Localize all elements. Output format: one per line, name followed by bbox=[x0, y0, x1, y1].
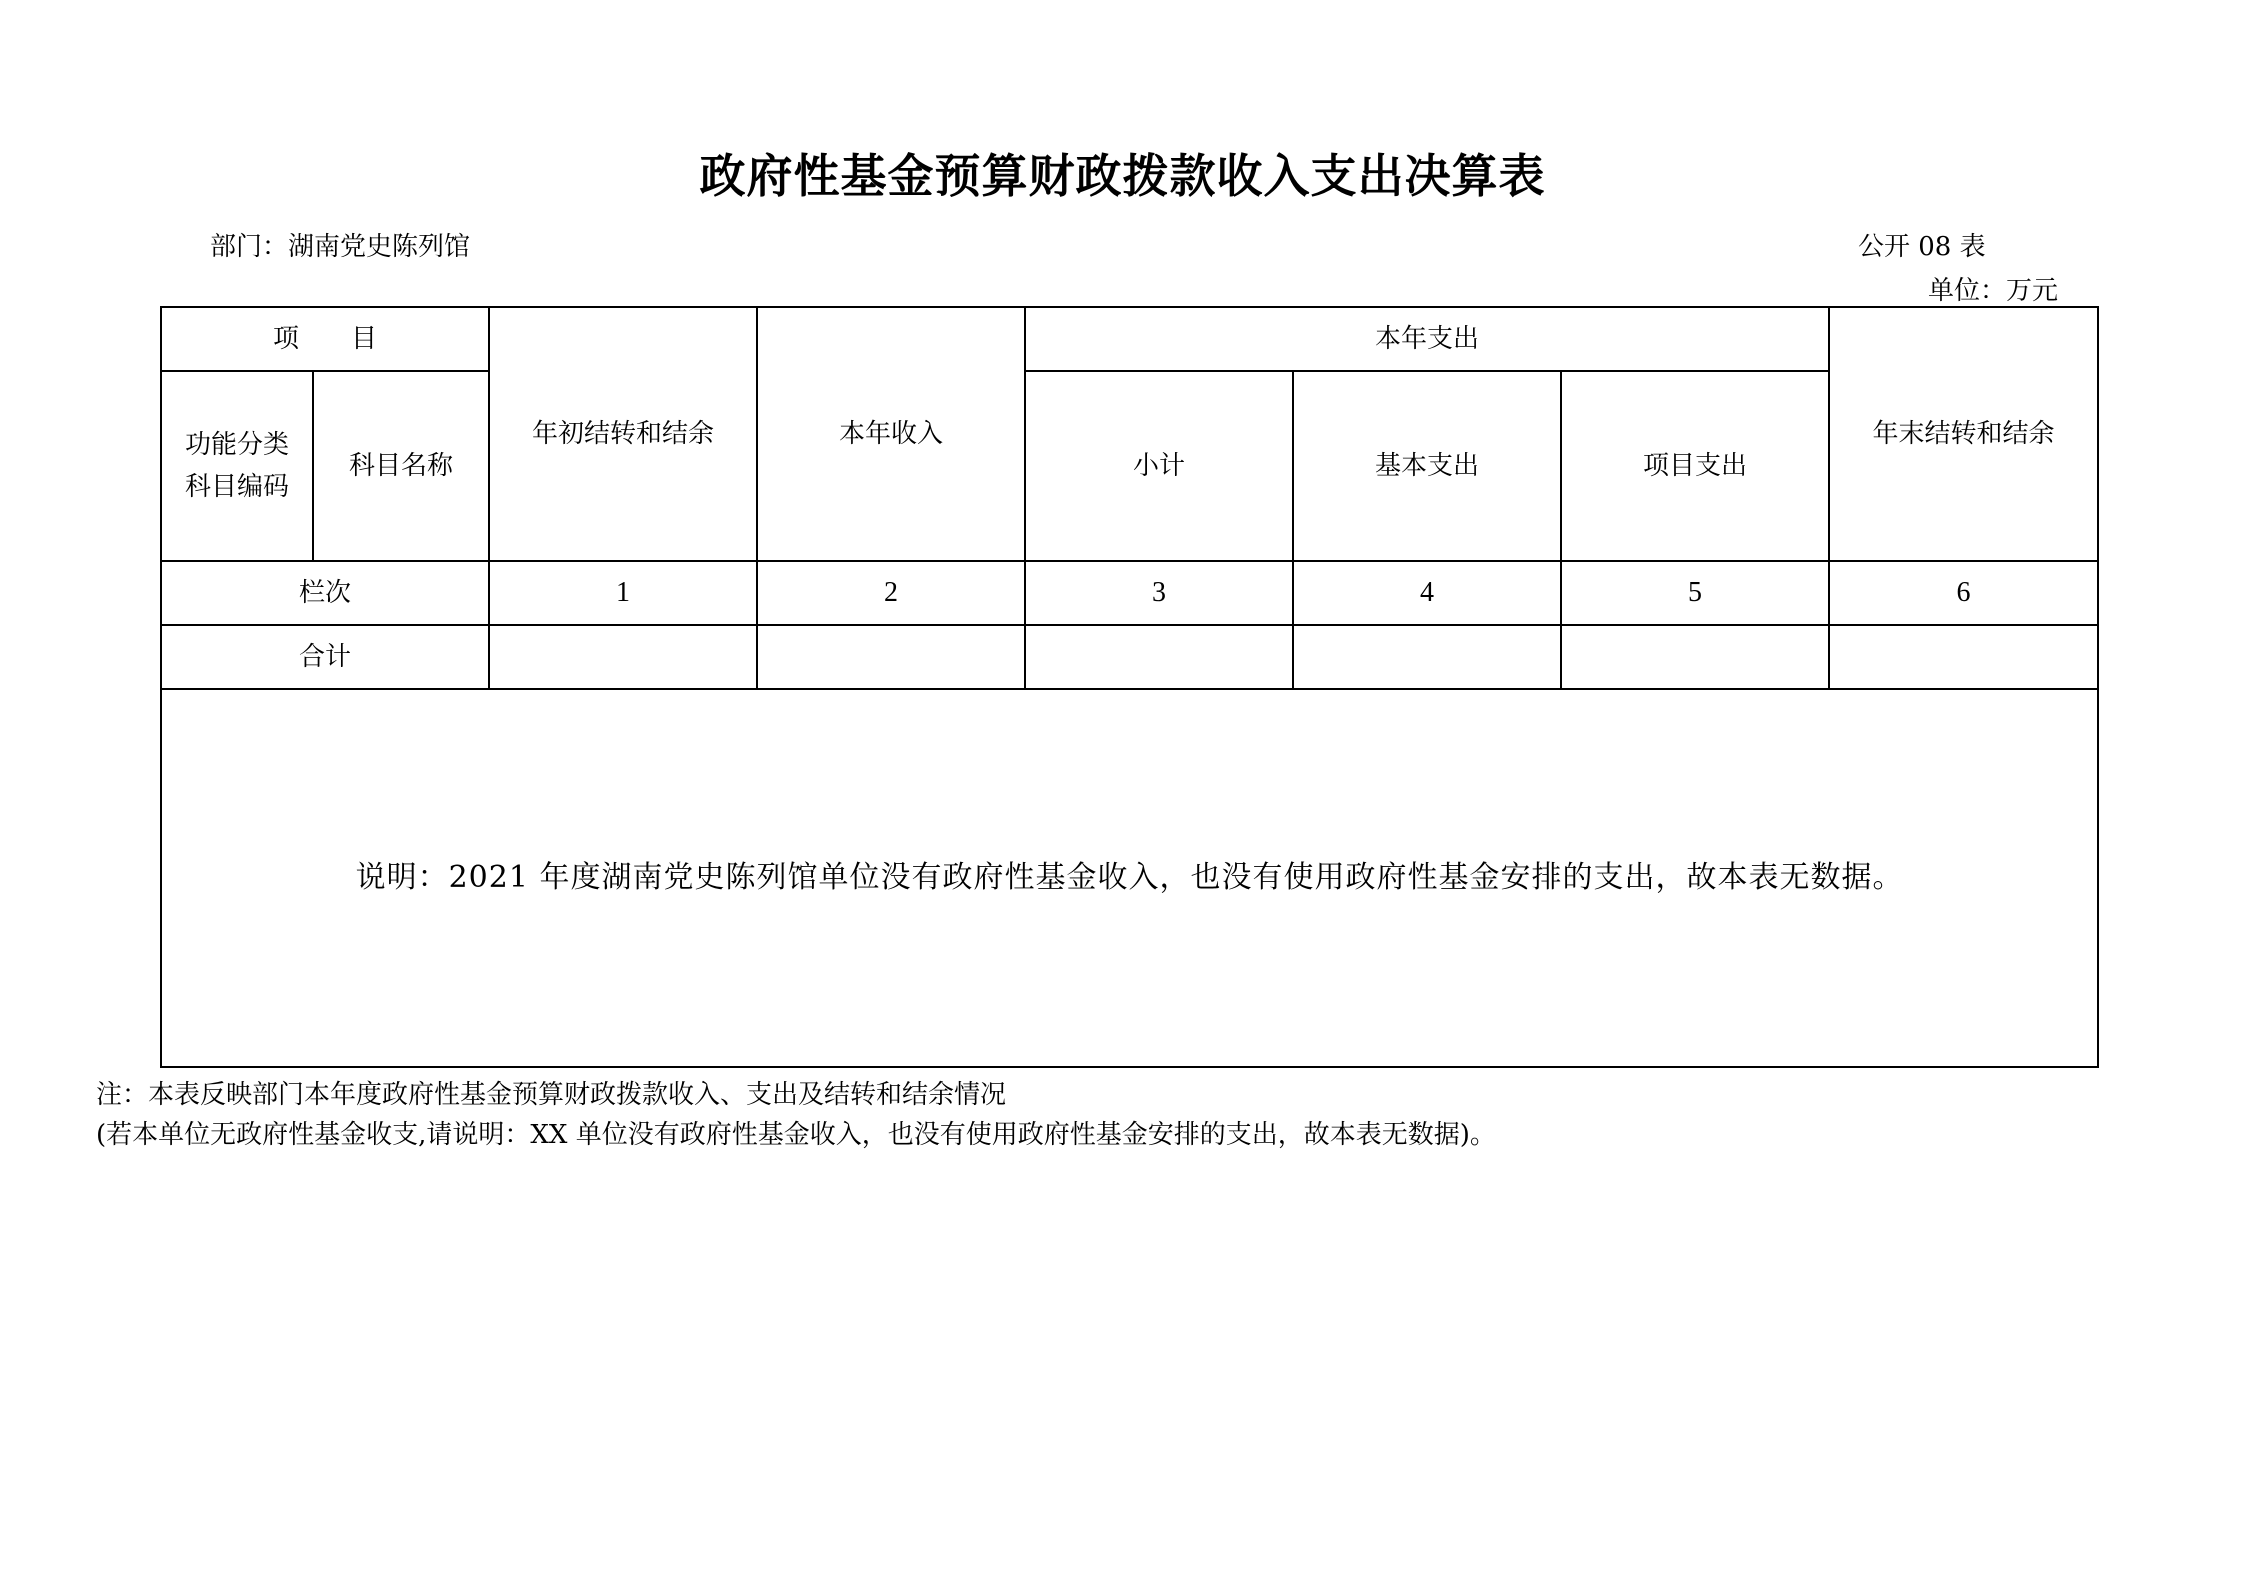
column-index-label: 栏次 bbox=[161, 561, 489, 625]
unit-label: 单位：万元 bbox=[1928, 276, 2059, 306]
department-label: 部门：湖南党史陈列馆 bbox=[210, 232, 471, 262]
column-number: 1 bbox=[489, 561, 757, 625]
header-subtotal: 小计 bbox=[1025, 371, 1293, 561]
column-number: 5 bbox=[1561, 561, 1829, 625]
header-year-expense: 本年支出 bbox=[1025, 307, 1829, 371]
total-cell bbox=[757, 625, 1025, 689]
column-number: 4 bbox=[1293, 561, 1561, 625]
column-number: 2 bbox=[757, 561, 1025, 625]
header-basic-expense: 基本支出 bbox=[1293, 371, 1561, 561]
header-project-expense: 项目支出 bbox=[1561, 371, 1829, 561]
footnote-line: 注：本表反映部门本年度政府性基金预算财政拨款收入、支出及结转和结余情况 bbox=[96, 1080, 1007, 1110]
total-cell bbox=[1561, 625, 1829, 689]
total-cell bbox=[1025, 625, 1293, 689]
header-subject-name: 科目名称 bbox=[313, 371, 489, 561]
header-func-code-text: 功能分类科目编码 bbox=[184, 430, 289, 502]
header-func-code bbox=[161, 371, 313, 561]
column-number: 6 bbox=[1829, 561, 2098, 625]
column-number: 3 bbox=[1025, 561, 1293, 625]
page-title: 政府性基金预算财政拨款收入支出决算表 bbox=[699, 149, 1546, 203]
total-cell bbox=[489, 625, 757, 689]
table-code: 公开 08 表 bbox=[1858, 232, 1986, 262]
footnote-line: (若本单位无政府性基金收支,请说明：XX 单位没有政府性基金收入，也没有使用政府性基金安排的支出，故本表无数据)。 bbox=[96, 1120, 1496, 1150]
total-cell bbox=[1293, 625, 1561, 689]
report-table bbox=[160, 306, 2099, 1068]
header-end-balance: 年末结转和结余 bbox=[1829, 307, 2098, 561]
explanation-text: 说明：2021 年度湖南党史陈列馆单位没有政府性基金收入，也没有使用政府性基金安排的支出，故本表无数据。 bbox=[355, 859, 1904, 895]
explanation-cell bbox=[161, 689, 2098, 1067]
total-cell bbox=[1829, 625, 2098, 689]
total-label: 合计 bbox=[161, 625, 489, 689]
header-begin-balance: 年初结转和结余 bbox=[489, 307, 757, 561]
header-year-income: 本年收入 bbox=[757, 307, 1025, 561]
header-item: 项 目 bbox=[161, 307, 489, 371]
